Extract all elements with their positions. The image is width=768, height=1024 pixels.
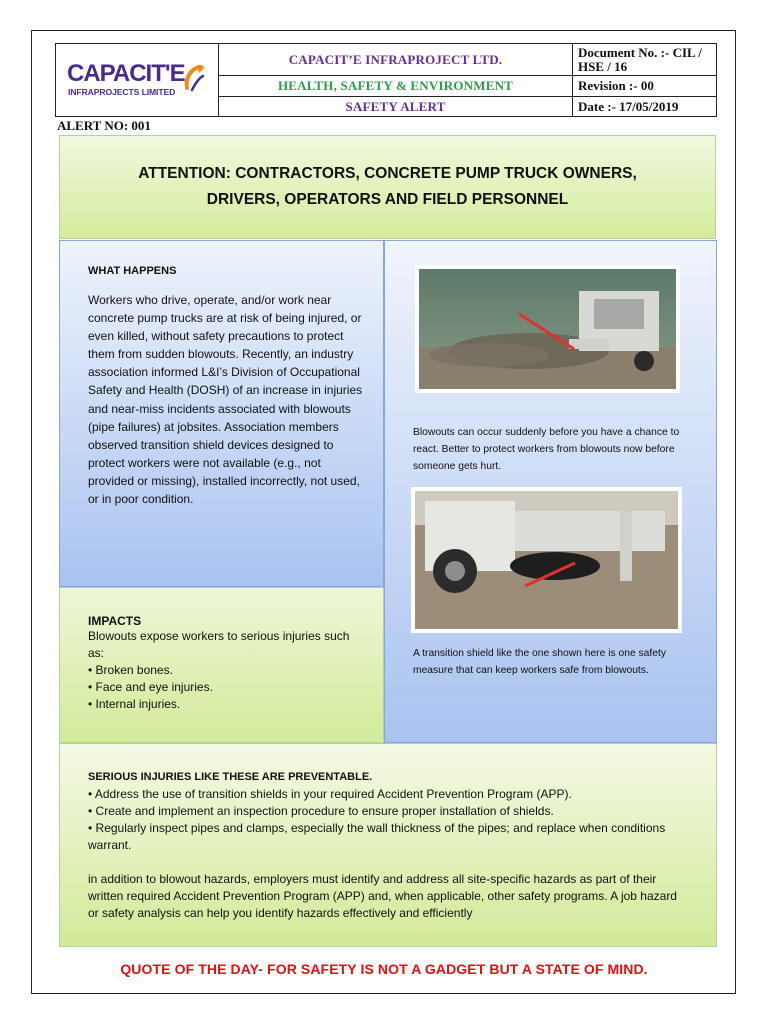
attention-line-2: DRIVERS, OPERATORS AND FIELD PERSONNEL bbox=[206, 191, 569, 208]
logo-swoosh-icon bbox=[183, 64, 207, 92]
document-header bbox=[55, 43, 717, 117]
revision: Revision :- 00 bbox=[573, 76, 716, 97]
preventable-item: • Address the use of transition shields in your required Accident Prevention Program (APP). bbox=[88, 787, 572, 801]
document-number: Document No. :- CIL / HSE / 16 bbox=[573, 44, 716, 76]
department-cell bbox=[219, 76, 573, 97]
attention-line-1: ATTENTION: CONTRACTORS, CONCRETE PUMP TRUCK OWNERS, bbox=[138, 165, 637, 182]
preventable-panel bbox=[59, 743, 717, 947]
impacts-panel bbox=[59, 587, 384, 743]
impact-item: • Broken bones. bbox=[88, 663, 173, 677]
preventable-heading: SERIOUS INJURIES LIKE THESE ARE PREVENTABLE. bbox=[88, 771, 373, 783]
alert-number: ALERT NO: 001 bbox=[57, 118, 151, 133]
department-name: HEALTH, SAFETY & ENVIRONMENT bbox=[277, 78, 514, 93]
impacts-intro: Blowouts expose workers to serious injuries such as: bbox=[88, 629, 350, 660]
company-name-cell bbox=[219, 44, 573, 76]
impact-item: • Face and eye injuries. bbox=[88, 680, 213, 694]
transition-shield-photo bbox=[411, 487, 682, 633]
company-name: CAPACIT’E INFRAPROJECT LTD. bbox=[288, 51, 503, 67]
impacts-heading: IMPACTS bbox=[88, 614, 142, 628]
preventable-closing: in addition to blowout hazards, employers must identify and address all site-specific hazards as part of their written required Accident Prevention Program (APP) and, when applicable, other safety programs. A job hazard or safety analysis can help you identify hazards effectively and efficiently bbox=[88, 872, 677, 920]
issue-date: Date :- 17/05/2019 bbox=[578, 98, 679, 114]
impact-item: • Internal injuries. bbox=[88, 697, 181, 711]
photo-caption-2: A transition shield like the one shown here is one safety measure that can keep workers safe from blowouts. bbox=[413, 648, 666, 676]
logo-cell bbox=[56, 44, 219, 116]
doc-type-cell bbox=[219, 97, 573, 116]
quote-of-the-day: QUOTE OF THE DAY- FOR SAFETY IS NOT A GADGET BUT A STATE OF MIND. bbox=[120, 961, 648, 977]
doc-type: SAFETY ALERT bbox=[345, 98, 446, 114]
logo-wordmark: CAPACIT'E bbox=[67, 60, 185, 87]
blowout-photo bbox=[415, 265, 680, 393]
logo-subtitle: INFRAPROJECTS LIMITED bbox=[68, 87, 176, 97]
what-happens-heading: WHAT HAPPENS bbox=[88, 265, 177, 277]
preventable-item: • Create and implement an inspection procedure to ensure proper installation of shields. bbox=[88, 804, 554, 818]
what-happens-panel bbox=[59, 240, 384, 587]
preventable-item: • Regularly inspect pipes and clamps, especially the wall thickness of the pipes; and replace when conditions warrant. bbox=[88, 821, 666, 852]
photo-caption-1: Blowouts can occur suddenly before you have a chance to react. Better to protect workers from blowouts now before someone gets hurt. bbox=[413, 427, 680, 472]
what-happens-body: Workers who drive, operate, and/or work near concrete pump trucks are at risk of being injured, or even killed, without safety precautions to protect them from sudden blowouts. Recently, an industry association informed L&I’s Division of Occupational Safety and Health (DOSH) of an increase in injuries and near-miss incidents associated with blowouts (pipe failures) at jobsites. Association members observed transition shield devices designed to protect workers were not available (e.g., not provided or missing), installed incorrectly, not used, or in poor condition. bbox=[88, 293, 363, 507]
photos-panel bbox=[384, 240, 717, 743]
company-logo bbox=[67, 56, 207, 104]
attention-banner bbox=[59, 135, 716, 239]
